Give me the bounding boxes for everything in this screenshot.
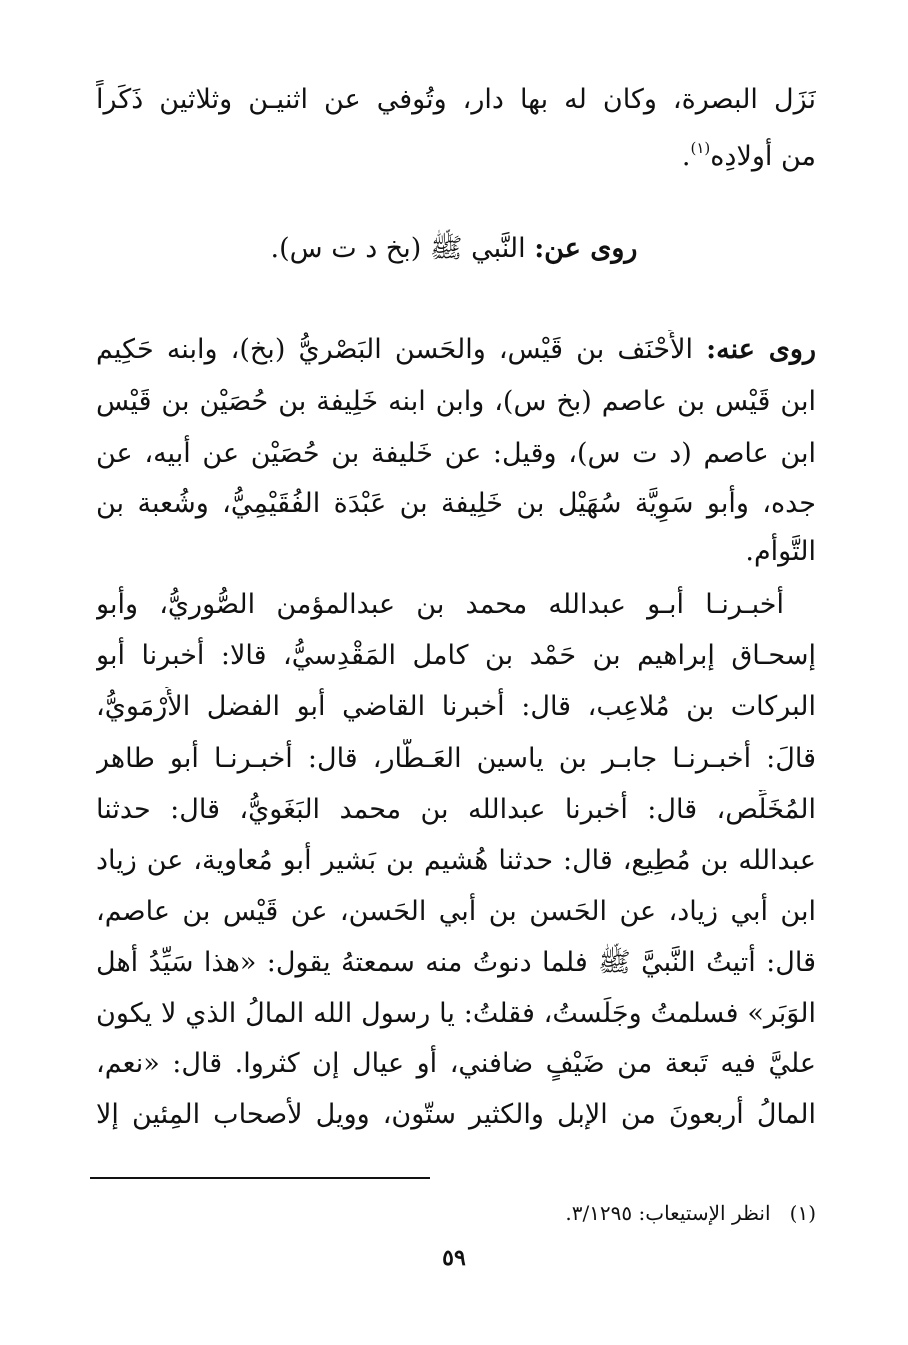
paragraph-text: من أولادِه: [710, 141, 816, 172]
narrated-by-line: التَّوأم.: [745, 536, 816, 567]
isnad-line: البركات بن مُلاعِب، قال: أخبرنا القاضي أبو الفضل الأُرْمَويُّ،: [96, 691, 816, 722]
narrated-from-heading: [0, 229, 908, 269]
page-number: ٥٩: [442, 1245, 466, 1271]
footnote-marker: (١): [789, 1201, 816, 1225]
isnad-line: قال: أتيتُ النَّبيَّ ﷺ فلما دنوتُ منه سمعتهُ يقول: «هذا سَيِّدُ أهل: [96, 947, 816, 978]
footnote-reference[interactable]: (١): [690, 139, 711, 157]
narrated-from-label: روى عن:: [534, 233, 638, 264]
footnote-text: انظر الإستيعاب: ٣/١٢٩٥.: [565, 1201, 771, 1225]
paragraph-line: [96, 137, 816, 177]
isnad-line: أخبـرنـا أبـو عبدالله محمد بن عبدالمؤمن الصُّوريُّ، وأبو: [96, 589, 784, 620]
paragraph-text: .: [681, 141, 691, 172]
narrated-by-line: ابن عاصم (د ت س)، وقيل: عن خَليفة بن حُصَيْن عن أبيه، عن: [96, 438, 816, 469]
isnad-line: قالَ: أخبـرنـا جابـر بن ياسين العَـطَّار، قال: أخبـرنـا أبو طاهر: [96, 743, 816, 774]
isnad-line: المُخَلِّص، قال: أخبرنا عبدالله بن محمد البَغَويُّ، قال: حدثنا: [96, 794, 816, 825]
narrated-from-text: النَّبي ﷺ (بخ د ت س).: [270, 233, 526, 264]
isnad-line: الوَبَر» فسلمتُ وجَلَستُ، فقلتُ: يا رسول الله المالُ الذي لا يكون: [96, 998, 816, 1029]
isnad-line: عليَّ فيه تَبعة من ضَيْفٍ ضافني، أو عيال إن كثروا. قال: «نعم،: [96, 1048, 816, 1079]
narrated-by-text: الأَحْنَف بن قَيْس، والحَسن البَصْريُّ (بخ)، وابنه حَكِيم: [96, 334, 694, 365]
narrated-by-line: [96, 330, 816, 370]
isnad-line: المالُ أربعونَ من الإبل والكثير ستّون، وويل لأصحاب المِئين إلا: [96, 1099, 816, 1130]
isnad-line: إسحـاق إبراهيم بن حَمْد بن كامل المَقْدِسيُّ، قالا: أخبرنا أبو: [96, 640, 816, 671]
narrated-by-label: روى عنه:: [706, 334, 816, 365]
paragraph-line: نَزَل البصرة، وكان له بها دار، وتُوفي عن اثنيـن وثلاثين ذَكَراً: [96, 84, 816, 115]
narrated-by-line: جده، وأبو سَوِيَّة سُهَيْل بن خَلِيفة بن عَبْدَة الفُقَيْمِيُّ، وشُعبة بن: [96, 488, 816, 519]
footnote-divider: [90, 1177, 430, 1179]
narrated-by-line: ابن قَيْس بن عاصم (بخ س)، وابن ابنه خَلِيفة بن حُصَيْن بن قَيْس: [96, 386, 816, 417]
isnad-line: عبدالله بن مُطِيع، قال: حدثنا هُشيم بن بَشير أبو مُعاوية، عن زياد: [96, 845, 816, 876]
isnad-line: ابن أبي زياد، عن الحَسن بن أبي الحَسن، عن قَيْس بن عاصم،: [96, 896, 816, 927]
footnote: [96, 1198, 816, 1228]
